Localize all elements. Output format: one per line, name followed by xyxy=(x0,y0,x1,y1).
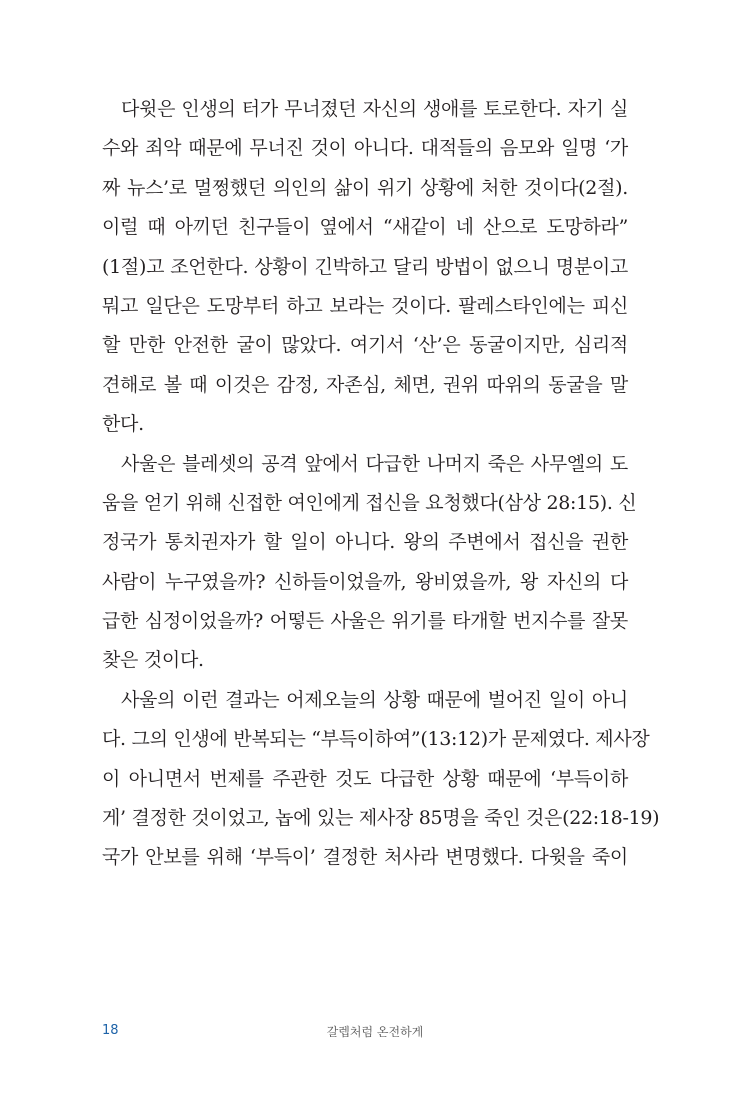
page-number: 18 xyxy=(102,1023,119,1038)
body-line: 뭐고 일단은 도망부터 하고 보라는 것이다. 팔레스타인에는 피신 xyxy=(102,294,628,317)
body-line: 이럴 때 아끼던 친구들이 옆에서 “새같이 네 산으로 도망하라” xyxy=(102,216,628,239)
running-title: 갈렙처럼 온전하게 xyxy=(326,1025,424,1039)
page-body xyxy=(102,90,660,878)
body-line: 수와 죄악 때문에 무너진 것이 아니다. 대적들의 음모와 일명 ‘가 xyxy=(102,137,628,160)
body-line: 견해로 볼 때 이것은 감정, 자존심, 체면, 권위 따위의 동굴을 말 xyxy=(102,373,628,396)
body-line: 사울은 블레셋의 공격 앞에서 다급한 나머지 죽은 사무엘의 도 xyxy=(121,452,628,475)
body-line: 찾은 것이다. xyxy=(102,649,204,672)
body-line: (1절)고 조언한다. 상황이 긴박하고 달리 방법이 없으니 명분이고 xyxy=(102,255,628,278)
body-line: 할 만한 안전한 굴이 많았다. 여기서 ‘산’은 동굴이지만, 심리적 xyxy=(102,334,628,357)
body-line: 사람이 누구였을까? 신하들이었을까, 왕비였을까, 왕 자신의 다 xyxy=(102,570,628,593)
body-line: 사울의 이런 결과는 어제오늘의 상황 때문에 벌어진 일이 아니 xyxy=(121,688,628,711)
body-line: 다윗은 인생의 터가 무너졌던 자신의 생애를 토로한다. 자기 실 xyxy=(121,98,628,120)
body-line: 국가 안보를 위해 ‘부득이’ 결정한 처사라 변명했다. 다윗을 죽이 xyxy=(102,846,628,869)
body-line: 이 아니면서 번제를 주관한 것도 다급한 상황 때문에 ‘부득이하 xyxy=(102,767,628,790)
body-line: 급한 심정이었을까? 어떻든 사울은 위기를 타개할 번지수를 잘못 xyxy=(102,610,628,633)
page-footer xyxy=(0,1023,750,1043)
body-line: 짜 뉴스’로 멀쩡했던 의인의 삶이 위기 상황에 처한 것이다(2절). xyxy=(102,176,628,199)
body-line: 한다. xyxy=(102,413,144,436)
body-line: 정국가 통치권자가 할 일이 아니다. 왕의 주변에서 접신을 권한 xyxy=(102,531,628,554)
body-line: 다. 그의 인생에 반복되는 “부득이하여”(13:12)가 문제였다. 제사장 xyxy=(102,728,650,751)
body-line: 게’ 결정한 것이었고, 놉에 있는 제사장 85명을 죽인 것은(22:18-19) xyxy=(102,807,660,830)
body-line: 움을 얻기 위해 신접한 여인에게 접신을 요청했다(삼상 28:15). 신 xyxy=(102,491,637,514)
